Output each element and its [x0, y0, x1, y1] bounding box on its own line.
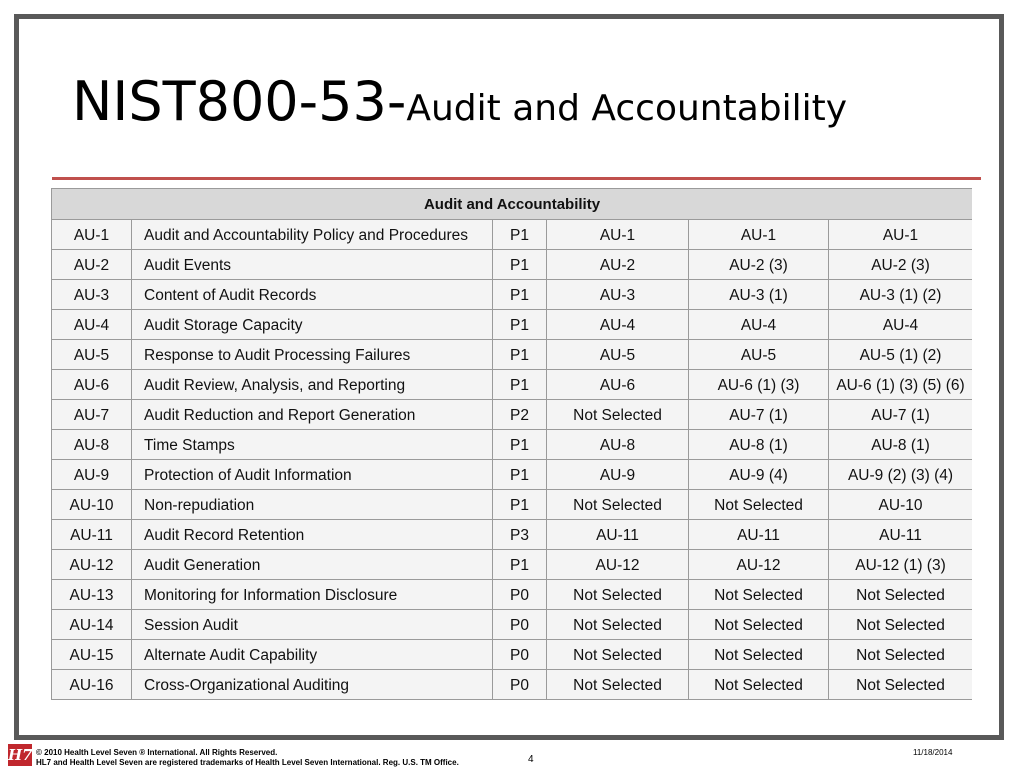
moderate-baseline-cell: AU-1 [689, 220, 829, 250]
control-id-cell: AU-6 [52, 370, 132, 400]
control-id-cell: AU-9 [52, 460, 132, 490]
low-baseline-cell: Not Selected [547, 490, 689, 520]
moderate-baseline-cell: Not Selected [689, 490, 829, 520]
high-baseline-cell: Not Selected [829, 580, 973, 610]
control-name-cell: Content of Audit Records [132, 280, 493, 310]
priority-cell: P0 [493, 670, 547, 700]
control-id-cell: AU-15 [52, 640, 132, 670]
high-baseline-cell: AU-12 (1) (3) [829, 550, 973, 580]
control-id-cell: AU-13 [52, 580, 132, 610]
table-row [52, 670, 973, 700]
control-name-cell: Cross-Organizational Auditing [132, 670, 493, 700]
table-row [52, 550, 973, 580]
moderate-baseline-cell: AU-5 [689, 340, 829, 370]
control-name-cell: Response to Audit Processing Failures [132, 340, 493, 370]
low-baseline-cell: AU-3 [547, 280, 689, 310]
control-name-cell: Session Audit [132, 610, 493, 640]
priority-cell: P1 [493, 220, 547, 250]
footer-date: 11/18/2014 [913, 748, 953, 757]
table-row [52, 610, 973, 640]
low-baseline-cell: AU-8 [547, 430, 689, 460]
low-baseline-cell: AU-1 [547, 220, 689, 250]
moderate-baseline-cell: AU-8 (1) [689, 430, 829, 460]
control-name-cell: Audit Review, Analysis, and Reporting [132, 370, 493, 400]
priority-cell: P1 [493, 250, 547, 280]
low-baseline-cell: AU-12 [547, 550, 689, 580]
control-id-cell: AU-8 [52, 430, 132, 460]
table-row [52, 340, 973, 370]
moderate-baseline-cell: Not Selected [689, 610, 829, 640]
low-baseline-cell: AU-4 [547, 310, 689, 340]
high-baseline-cell: Not Selected [829, 670, 973, 700]
high-baseline-cell: AU-1 [829, 220, 973, 250]
controls-table [51, 188, 972, 700]
slide-title-main: NIST800-53- [72, 70, 407, 133]
priority-cell: P0 [493, 610, 547, 640]
low-baseline-cell: Not Selected [547, 580, 689, 610]
moderate-baseline-cell: Not Selected [689, 640, 829, 670]
moderate-baseline-cell: AU-12 [689, 550, 829, 580]
page-number: 4 [528, 754, 534, 765]
high-baseline-cell: Not Selected [829, 640, 973, 670]
low-baseline-cell: Not Selected [547, 400, 689, 430]
control-name-cell: Audit Events [132, 250, 493, 280]
copyright-line-1: © 2010 Health Level Seven ® International. All Rights Reserved. [36, 748, 278, 757]
low-baseline-cell: Not Selected [547, 610, 689, 640]
low-baseline-cell: Not Selected [547, 670, 689, 700]
low-baseline-cell: AU-2 [547, 250, 689, 280]
table-row [52, 430, 973, 460]
control-id-cell: AU-16 [52, 670, 132, 700]
priority-cell: P2 [493, 400, 547, 430]
slide-title-sub: Audit and Accountability [406, 88, 848, 129]
high-baseline-cell: AU-7 (1) [829, 400, 973, 430]
priority-cell: P1 [493, 310, 547, 340]
priority-cell: P1 [493, 550, 547, 580]
moderate-baseline-cell: AU-6 (1) (3) [689, 370, 829, 400]
control-name-cell: Audit and Accountability Policy and Procedures [132, 220, 493, 250]
slide-title [72, 70, 847, 133]
table-row [52, 490, 973, 520]
control-name-cell: Alternate Audit Capability [132, 640, 493, 670]
priority-cell: P0 [493, 580, 547, 610]
high-baseline-cell: AU-11 [829, 520, 973, 550]
high-baseline-cell: AU-5 (1) (2) [829, 340, 973, 370]
control-name-cell: Audit Generation [132, 550, 493, 580]
moderate-baseline-cell: AU-11 [689, 520, 829, 550]
priority-cell: P1 [493, 280, 547, 310]
table-header-row [52, 189, 973, 220]
moderate-baseline-cell: AU-4 [689, 310, 829, 340]
control-name-cell: Audit Reduction and Report Generation [132, 400, 493, 430]
table-row [52, 250, 973, 280]
priority-cell: P0 [493, 640, 547, 670]
table-row [52, 460, 973, 490]
priority-cell: P1 [493, 460, 547, 490]
footer-copyright [36, 748, 459, 768]
control-id-cell: AU-12 [52, 550, 132, 580]
table-row [52, 580, 973, 610]
table-row [52, 280, 973, 310]
high-baseline-cell: AU-9 (2) (3) (4) [829, 460, 973, 490]
high-baseline-cell: AU-2 (3) [829, 250, 973, 280]
control-id-cell: AU-4 [52, 310, 132, 340]
table-body [52, 220, 973, 700]
copyright-line-2: HL7 and Health Level Seven are registered trademarks of Health Level Seven International. Reg. U.S. TM Office. [36, 758, 459, 767]
priority-cell: P1 [493, 430, 547, 460]
table-row [52, 400, 973, 430]
control-id-cell: AU-10 [52, 490, 132, 520]
table-row [52, 310, 973, 340]
table-row [52, 220, 973, 250]
high-baseline-cell: AU-4 [829, 310, 973, 340]
control-id-cell: AU-7 [52, 400, 132, 430]
low-baseline-cell: AU-11 [547, 520, 689, 550]
high-baseline-cell: AU-8 (1) [829, 430, 973, 460]
title-divider [52, 177, 981, 180]
priority-cell: P1 [493, 340, 547, 370]
control-name-cell: Audit Storage Capacity [132, 310, 493, 340]
control-id-cell: AU-1 [52, 220, 132, 250]
control-name-cell: Time Stamps [132, 430, 493, 460]
low-baseline-cell: AU-9 [547, 460, 689, 490]
control-id-cell: AU-11 [52, 520, 132, 550]
moderate-baseline-cell: AU-9 (4) [689, 460, 829, 490]
low-baseline-cell: AU-6 [547, 370, 689, 400]
table-row [52, 640, 973, 670]
high-baseline-cell: AU-10 [829, 490, 973, 520]
table-container [51, 188, 972, 726]
low-baseline-cell: AU-5 [547, 340, 689, 370]
control-id-cell: AU-14 [52, 610, 132, 640]
table-header: Audit and Accountability [52, 189, 973, 220]
high-baseline-cell: AU-6 (1) (3) (5) (6) [829, 370, 973, 400]
control-id-cell: AU-2 [52, 250, 132, 280]
control-name-cell: Protection of Audit Information [132, 460, 493, 490]
priority-cell: P1 [493, 490, 547, 520]
hl7-logo: H7 [8, 746, 33, 764]
control-id-cell: AU-3 [52, 280, 132, 310]
low-baseline-cell: Not Selected [547, 640, 689, 670]
priority-cell: P1 [493, 370, 547, 400]
high-baseline-cell: Not Selected [829, 610, 973, 640]
control-id-cell: AU-5 [52, 340, 132, 370]
control-name-cell: Non-repudiation [132, 490, 493, 520]
high-baseline-cell: AU-3 (1) (2) [829, 280, 973, 310]
moderate-baseline-cell: AU-2 (3) [689, 250, 829, 280]
moderate-baseline-cell: Not Selected [689, 670, 829, 700]
table-row [52, 370, 973, 400]
control-name-cell: Audit Record Retention [132, 520, 493, 550]
table-row [52, 520, 973, 550]
moderate-baseline-cell: AU-3 (1) [689, 280, 829, 310]
priority-cell: P3 [493, 520, 547, 550]
control-name-cell: Monitoring for Information Disclosure [132, 580, 493, 610]
moderate-baseline-cell: AU-7 (1) [689, 400, 829, 430]
moderate-baseline-cell: Not Selected [689, 580, 829, 610]
